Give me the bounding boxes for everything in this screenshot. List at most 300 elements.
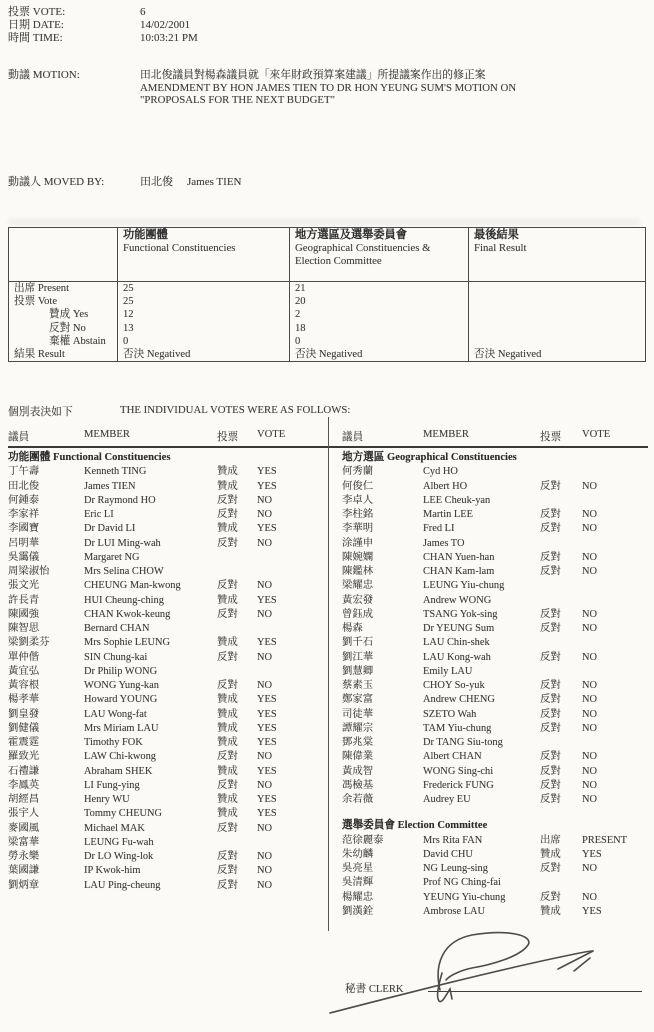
member-section — [8, 451, 326, 893]
member-vote-en — [582, 537, 648, 551]
member-name-en: SZETO Wah — [423, 708, 477, 720]
final-header-zh: 最後結果 — [474, 229, 519, 241]
functional-header-en: Functional Constituencies — [123, 242, 236, 254]
time-label: 時間 TIME: — [8, 32, 63, 44]
member-row — [8, 522, 326, 536]
motion-label: 動議 MOTION: — [8, 69, 80, 81]
time-row — [8, 32, 198, 45]
member-row — [342, 651, 648, 665]
summary-value — [469, 308, 646, 321]
member-name-en: Mrs Miriam LAU — [84, 722, 159, 734]
member-vote-zh — [540, 494, 582, 508]
member-vote-zh: 贊成 — [217, 523, 238, 535]
functional-header-zh: 功能團體 — [123, 229, 168, 241]
member-row — [8, 579, 326, 593]
member-vote-zh: 反對 — [217, 580, 238, 592]
member-vote-zh: 反對 — [540, 523, 561, 535]
summary-value: 否決 Negatived — [118, 348, 290, 362]
summary-value: 0 — [118, 335, 290, 348]
member-row — [8, 722, 326, 736]
member-name-en: Dr TANG Siu-tong — [423, 737, 503, 748]
member-vote-zh: 贊成 — [217, 594, 238, 606]
time-value: 10:03:21 PM — [140, 32, 198, 44]
member-vote-en — [582, 594, 648, 608]
summary-row — [9, 282, 646, 296]
section-title: 選舉委員會 Election Committee — [342, 820, 488, 832]
member-name-en: Ambrose LAU — [423, 905, 486, 917]
member-row — [8, 565, 326, 579]
summary-value: 否決 Negatived — [469, 348, 646, 362]
clerk-label: 秘書 CLERK — [345, 984, 404, 995]
member-vote-en: YES — [257, 794, 277, 805]
member-vote-zh: 反對 — [540, 891, 561, 903]
motion-line-en-2: "PROPOSALS FOR THE NEXT BUDGET" — [140, 94, 335, 107]
member-row — [342, 608, 648, 622]
member-row — [342, 876, 648, 890]
member-vote-en: YES — [257, 808, 277, 820]
member-vote-en: NO — [257, 537, 273, 549]
member-vote-en: NO — [582, 794, 598, 805]
member-name-zh: 梁耀忠 — [342, 580, 374, 592]
member-name-en: Tommy CHEUNG — [84, 808, 163, 820]
header-member-en-left: MEMBER — [84, 429, 130, 440]
member-name-en: Kenneth TING — [84, 466, 147, 478]
member-name-en: SIN Chung-kai — [84, 651, 148, 663]
member-name-zh: 陳國強 — [8, 608, 40, 620]
member-name-en: James TO — [423, 537, 465, 549]
member-vote-en: NO — [257, 494, 273, 506]
member-name-zh: 劉健儀 — [8, 722, 40, 734]
member-name-zh: 陳鑑林 — [342, 566, 374, 577]
member-vote-en: NO — [582, 779, 598, 791]
member-vote-en: NO — [582, 523, 598, 535]
member-vote-zh: 反對 — [540, 708, 561, 720]
member-name-zh: 黃容根 — [8, 680, 40, 691]
member-vote-en: NO — [257, 751, 273, 763]
member-name-zh: 朱幼麟 — [342, 848, 374, 860]
motion-line-en-1: AMENDMENT BY HON JAMES TIEN TO DR HON YEUNG SUM'S MOTION ON — [140, 81, 517, 94]
member-name-en: Andrew WONG — [423, 594, 492, 606]
member-row — [342, 793, 648, 807]
member-row — [342, 665, 648, 679]
member-vote-en: NO — [257, 879, 273, 891]
member-name-zh: 李家祥 — [8, 509, 40, 520]
member-row — [342, 834, 648, 848]
member-vote-en: YES — [257, 594, 277, 606]
member-vote-en: NO — [257, 509, 273, 520]
member-row — [8, 850, 326, 864]
member-vote-en: PRESENT — [582, 834, 628, 846]
member-vote-zh — [540, 665, 582, 679]
member-row — [342, 862, 648, 876]
member-vote-zh: 贊成 — [217, 794, 238, 805]
member-name-zh: 胡經昌 — [8, 794, 40, 805]
member-vote-zh: 反對 — [540, 863, 561, 874]
member-vote-zh: 反對 — [540, 566, 561, 577]
member-row — [342, 579, 648, 593]
member-row — [8, 651, 326, 665]
motion-line-zh: 田北俊議員對楊森議員就「來年財政預算案建議」所提議案作出的修正案 — [140, 69, 486, 81]
member-name-en: Howard YOUNG — [84, 694, 158, 706]
summary-row-label: 棄權 Abstain — [9, 335, 118, 348]
member-name-en: Frederick FUNG — [423, 779, 494, 791]
summary-value: 25 — [118, 295, 290, 308]
member-vote-en: NO — [582, 480, 598, 492]
member-vote-en: NO — [257, 608, 273, 620]
member-row — [342, 848, 648, 862]
member-name-zh: 范徐麗泰 — [342, 834, 384, 846]
member-vote-en — [582, 494, 648, 508]
member-row — [8, 551, 326, 565]
member-vote-en: NO — [257, 680, 273, 691]
member-row — [8, 679, 326, 693]
member-name-en: TSANG Yok-sing — [423, 608, 498, 620]
member-row — [342, 565, 648, 579]
member-row — [8, 537, 326, 551]
member-name-zh: 蔡素玉 — [342, 680, 374, 691]
member-name-en: WONG Sing-chi — [423, 765, 494, 777]
member-name-zh: 曾鈺成 — [342, 608, 374, 620]
member-vote-zh: 出席 — [540, 834, 561, 846]
member-section — [342, 451, 648, 807]
summary-col-geographical — [290, 228, 469, 282]
member-vote-zh: 反對 — [217, 865, 238, 877]
member-name-en: Mrs Rita FAN — [423, 834, 483, 846]
member-name-zh: 周梁淑怡 — [8, 566, 50, 577]
member-vote-en: NO — [257, 851, 273, 862]
member-vote-en — [582, 465, 648, 479]
member-vote-en: NO — [257, 651, 273, 663]
member-name-zh: 吳清輝 — [342, 877, 374, 889]
member-vote-en — [582, 736, 648, 750]
member-name-en: Bernard CHAN — [84, 623, 150, 634]
member-name-en: LAU Kong-wah — [423, 651, 491, 663]
member-name-en: Mrs Sophie LEUNG — [84, 637, 171, 649]
member-name-en: LAW Chi-kwong — [84, 751, 156, 763]
member-vote-en — [582, 665, 648, 679]
summary-row — [9, 335, 646, 348]
geographical-header-en: Geographical Constituencies & Election Committee — [295, 242, 431, 267]
member-name-en: TAM Yiu-chung — [423, 722, 492, 734]
member-name-en: LEUNG Yiu-chung — [423, 580, 505, 592]
member-name-zh: 霍震霆 — [8, 737, 40, 748]
member-name-zh: 余若薇 — [342, 794, 374, 805]
member-name-en: LEUNG Fu-wah — [84, 836, 154, 848]
member-row — [342, 636, 648, 650]
member-vote-en: YES — [257, 765, 277, 777]
mover-name-en: James TIEN — [187, 176, 242, 188]
member-section — [342, 819, 648, 919]
member-vote-zh — [217, 836, 257, 850]
member-row — [342, 736, 648, 750]
member-row — [342, 708, 648, 722]
member-vote-zh: 反對 — [217, 651, 238, 663]
member-vote-zh: 反對 — [217, 851, 238, 862]
member-vote-zh: 反對 — [217, 680, 238, 691]
summary-value: 13 — [118, 322, 290, 335]
member-name-zh: 陳婉嫻 — [342, 551, 374, 563]
member-name-zh: 羅致光 — [8, 751, 40, 763]
member-row — [8, 736, 326, 750]
member-name-zh: 李華明 — [342, 523, 374, 535]
member-row — [8, 608, 326, 622]
member-name-en: NG Leung-sing — [423, 863, 488, 874]
member-vote-zh: 反對 — [540, 651, 561, 663]
member-vote-en — [257, 665, 326, 679]
member-vote-zh: 反對 — [540, 779, 561, 791]
member-name-en: HUI Cheung-ching — [84, 594, 164, 606]
member-vote-zh: 贊成 — [217, 637, 238, 649]
summary-header-row — [9, 228, 646, 282]
summary-row — [9, 322, 646, 335]
member-vote-en: NO — [257, 580, 273, 592]
member-row — [8, 807, 326, 821]
individual-heading-zh: 個別表決如下 — [8, 406, 73, 418]
member-row — [342, 594, 648, 608]
member-vote-en: NO — [582, 651, 598, 663]
member-row — [8, 879, 326, 893]
member-vote-en: NO — [582, 694, 598, 706]
member-vote-zh: 反對 — [540, 551, 561, 563]
moved-by-row — [8, 176, 241, 189]
member-name-en: CHAN Yuen-han — [423, 551, 495, 563]
member-name-en: CHAN Kam-lam — [423, 566, 495, 577]
member-vote-en: NO — [582, 722, 598, 734]
member-vote-zh: 反對 — [217, 608, 238, 620]
member-vote-zh — [540, 579, 582, 593]
member-row — [342, 494, 648, 508]
member-vote-en: NO — [257, 779, 273, 791]
member-name-zh: 麥國風 — [8, 822, 40, 834]
member-vote-en: YES — [257, 737, 277, 748]
scan-artifact — [8, 219, 640, 225]
vote-number-label: 投票 VOTE: — [8, 6, 66, 18]
member-name-zh: 何俊仁 — [342, 480, 374, 492]
member-vote-zh — [540, 636, 582, 650]
member-name-en: Dr LO Wing-lok — [84, 851, 154, 862]
member-row — [8, 864, 326, 878]
member-name-en: Cyd HO — [423, 466, 458, 478]
member-vote-en: YES — [257, 708, 277, 720]
member-name-en: David CHU — [423, 848, 473, 860]
header-member-en-right: MEMBER — [423, 429, 469, 440]
member-name-zh: 劉慧卿 — [342, 665, 374, 677]
member-name-zh: 陳智思 — [8, 623, 40, 634]
member-vote-en: NO — [257, 822, 273, 834]
functional-constituencies-column — [8, 451, 326, 893]
member-name-en: Eric LI — [84, 509, 114, 520]
member-name-zh: 吳亮星 — [342, 863, 374, 874]
member-name-zh: 劉漢銓 — [342, 905, 374, 917]
member-vote-zh: 反對 — [540, 751, 561, 763]
member-row — [8, 636, 326, 650]
member-row — [342, 537, 648, 551]
member-name-zh: 鄧兆棠 — [342, 737, 374, 748]
final-header-en: Final Result — [474, 242, 527, 254]
summary-row — [9, 348, 646, 362]
member-row — [342, 622, 648, 636]
summary-row-label: 贊成 Yes — [9, 308, 118, 321]
member-vote-en — [257, 565, 326, 579]
member-vote-zh: 反對 — [540, 680, 561, 691]
member-name-zh: 李鳳英 — [8, 779, 40, 791]
member-vote-zh: 反對 — [540, 623, 561, 634]
member-vote-en: NO — [582, 623, 598, 634]
member-name-en: WONG Yung-kan — [84, 680, 159, 691]
member-name-en: LI Fung-ying — [84, 779, 140, 791]
member-vote-zh — [540, 876, 582, 890]
member-vote-zh: 反對 — [217, 494, 238, 506]
member-name-en: Mrs Selina CHOW — [84, 566, 164, 577]
member-name-zh: 楊森 — [342, 623, 363, 634]
member-name-zh: 張宇人 — [8, 808, 40, 820]
summary-col-functional — [118, 228, 290, 282]
member-vote-en: YES — [582, 905, 602, 917]
date-value: 14/02/2001 — [140, 19, 191, 31]
member-row — [8, 465, 326, 479]
member-row — [8, 594, 326, 608]
member-name-en: LAU Ping-cheung — [84, 879, 161, 891]
member-row — [342, 679, 648, 693]
summary-value: 12 — [118, 308, 290, 321]
member-row — [8, 665, 326, 679]
member-vote-zh — [217, 551, 257, 565]
member-row — [342, 522, 648, 536]
header-vote-en-right: VOTE — [582, 429, 611, 440]
member-row — [342, 779, 648, 793]
member-vote-zh: 反對 — [217, 822, 238, 834]
member-row — [8, 622, 326, 636]
member-name-zh: 黃成智 — [342, 765, 374, 777]
summary-row — [9, 295, 646, 308]
summary-value — [469, 295, 646, 308]
moved-by-label: 動議人 MOVED BY: — [8, 176, 105, 188]
member-name-zh: 何鍾泰 — [8, 494, 40, 506]
member-vote-zh: 贊成 — [217, 708, 238, 720]
member-row — [342, 480, 648, 494]
member-name-zh: 馮檢基 — [342, 779, 374, 791]
member-vote-zh: 反對 — [540, 608, 561, 620]
member-name-zh: 鄭家富 — [342, 694, 374, 706]
member-vote-en: NO — [582, 608, 598, 620]
member-vote-zh: 贊成 — [217, 765, 238, 777]
member-row — [8, 750, 326, 764]
member-name-en: Audrey EU — [423, 794, 471, 805]
summary-value: 18 — [290, 322, 469, 335]
member-vote-en: YES — [257, 637, 277, 649]
member-name-zh: 陳偉業 — [342, 751, 374, 763]
member-name-en: Henry WU — [84, 794, 130, 805]
member-name-zh: 呂明華 — [8, 537, 40, 549]
member-name-zh: 梁富華 — [8, 836, 40, 848]
member-vote-en: YES — [257, 480, 277, 492]
date-label: 日期 DATE: — [8, 19, 64, 31]
summary-value: 2 — [290, 308, 469, 321]
member-name-zh: 司徒華 — [342, 708, 374, 720]
member-name-zh: 許長青 — [8, 594, 40, 606]
member-name-en: Dr Philip WONG — [84, 665, 158, 677]
member-row — [342, 551, 648, 565]
member-vote-zh: 反對 — [217, 509, 238, 520]
member-vote-en: NO — [582, 551, 598, 563]
summary-col-final — [469, 228, 646, 282]
member-vote-zh — [217, 665, 257, 679]
member-name-en: Margaret NG — [84, 551, 140, 563]
member-vote-en — [257, 551, 326, 565]
member-name-en: Albert HO — [423, 480, 468, 492]
member-name-en: Andrew CHENG — [423, 694, 495, 706]
member-name-zh: 勞永樂 — [8, 851, 40, 862]
member-vote-zh: 反對 — [540, 694, 561, 706]
member-name-en: Emily LAU — [423, 665, 473, 677]
member-vote-zh: 贊成 — [540, 905, 561, 917]
clerk-signature — [322, 925, 642, 1025]
motion-text — [140, 69, 516, 107]
member-vote-zh: 反對 — [540, 509, 561, 520]
member-vote-en: NO — [582, 680, 598, 691]
member-name-zh: 黃宏發 — [342, 594, 374, 606]
member-vote-zh — [540, 537, 582, 551]
member-vote-zh: 贊成 — [217, 694, 238, 706]
motion-row — [8, 69, 516, 107]
member-name-zh: 劉炳章 — [8, 879, 40, 891]
summary-value: 0 — [290, 335, 469, 348]
member-vote-zh: 反對 — [217, 879, 238, 891]
member-vote-zh: 反對 — [540, 765, 561, 777]
summary-row — [9, 308, 646, 321]
summary-row-label: 結果 Result — [9, 348, 118, 362]
member-row — [342, 508, 648, 522]
member-vote-en: NO — [582, 566, 598, 577]
member-vote-en: NO — [582, 751, 598, 763]
member-name-en: LAU Wong-fat — [84, 708, 147, 720]
individual-votes-heading — [8, 404, 351, 419]
member-name-zh: 楊孝華 — [8, 694, 40, 706]
member-row — [342, 693, 648, 707]
member-vote-zh: 反對 — [540, 722, 561, 734]
summary-row-label: 投票 Vote — [9, 295, 118, 308]
member-vote-zh — [540, 736, 582, 750]
member-name-zh: 單仲偕 — [8, 651, 40, 663]
member-name-zh: 吳靄儀 — [8, 551, 40, 563]
member-row — [8, 494, 326, 508]
summary-row-label: 出席 Present — [9, 282, 118, 296]
member-row — [8, 779, 326, 793]
member-vote-zh: 贊成 — [217, 808, 238, 820]
vote-number-row — [8, 6, 146, 19]
member-vote-en — [582, 876, 648, 890]
member-name-zh: 楊耀忠 — [342, 891, 374, 903]
member-vote-zh — [540, 465, 582, 479]
member-name-zh: 李國寶 — [8, 523, 40, 535]
member-name-en: YEUNG Yiu-chung — [423, 891, 506, 903]
member-row — [8, 793, 326, 807]
member-name-zh: 何秀蘭 — [342, 466, 374, 478]
summary-value: 21 — [290, 282, 469, 296]
geographical-election-column — [342, 451, 648, 919]
geographical-header-zh: 地方選區及選舉委員會 — [295, 229, 407, 241]
summary-corner-cell — [9, 228, 118, 282]
header-vote-zh-right: 投票 — [540, 432, 562, 443]
member-vote-zh: 贊成 — [217, 466, 238, 478]
member-vote-en: NO — [257, 865, 273, 877]
member-name-en: Albert CHAN — [423, 751, 482, 763]
header-member-zh-right: 議員 — [342, 432, 364, 443]
member-name-zh: 李卓人 — [342, 494, 374, 506]
summary-value — [469, 322, 646, 335]
vote-number-value: 6 — [140, 6, 146, 18]
member-vote-en: NO — [582, 708, 598, 720]
